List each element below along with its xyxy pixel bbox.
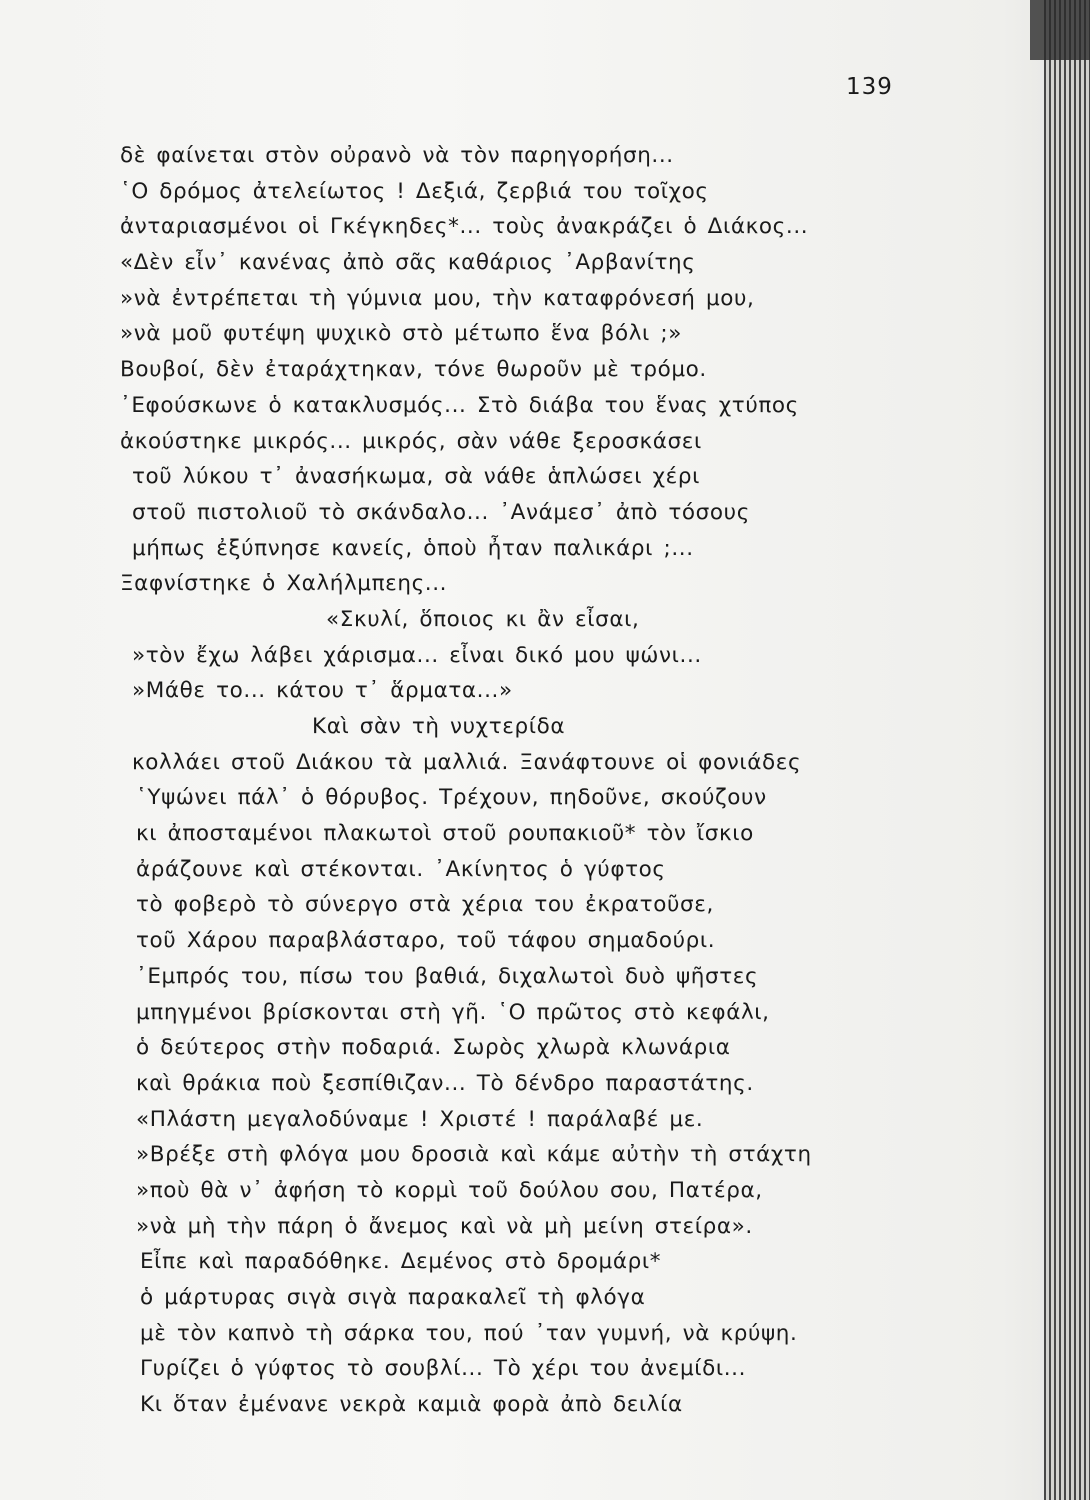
text-line: Καὶ σὰν τὴ νυχτερίδα: [312, 714, 566, 739]
page-number: 139: [846, 74, 893, 100]
text-line: μήπως ἐξύπνησε κανείς, ὁποὺ ἦταν παλικάρι ;...: [132, 535, 694, 561]
text-line: ὁ μάρτυρας σιγὰ σιγὰ παρακαλεῖ τὴ φλόγα: [140, 1285, 646, 1310]
text-line: »Μάθε το... κάτου τ᾽ ἅρματα...»: [132, 678, 513, 704]
text-line: στοῦ πιστολιοῦ τὸ σκάνδαλο... ᾽Ανάμεσ᾽ ἀπὸ τόσους: [132, 499, 750, 525]
text-line: μὲ τὸν καπνὸ τὴ σάρκα του, πού ᾽ταν γυμνή, νὰ κρύψη.: [140, 1320, 798, 1346]
text-line: »νὰ μὴ τὴν πάρη ὁ ἄνεμος καὶ νὰ μὴ μείνη στείρα».: [136, 1213, 753, 1239]
text-line: «Δὲν εἶν᾽ κανένας ἀπὸ σᾶς καθάριος ᾽Αρβανίτης: [120, 250, 696, 276]
text-line: »νὰ ἐντρέπεται τὴ γύμνια μου, τὴν καταφρόνεσή μου,: [120, 285, 755, 311]
text-line: »τὸν ἔχω λάβει χάρισμα... εἶναι δικό μου ψώνι...: [132, 642, 702, 668]
text-line: τοῦ λύκου τ᾽ ἀνασήκωμα, σὰ νάθε ἁπλώσει χέρι: [132, 464, 700, 490]
text-line: ἀράζουνε καὶ στέκονται. ᾽Ακίνητος ὁ γύφτος: [136, 856, 666, 882]
text-line: τοῦ Χάρου παραβλάσταρο, τοῦ τάφου σημαδούρι.: [136, 928, 716, 954]
text-line: ᾽Εμπρός του, πίσω του βαθιά, διχαλωτοὶ δυὸ ψῆστες: [136, 963, 759, 989]
text-line: ἀνταριασμένοι οἱ Γκέγκηδες*... τοὺς ἀνακράζει ὁ Διάκος...: [120, 214, 809, 240]
text-line: «Σκυλί, ὅποιος κι ἂν εἶσαι,: [326, 606, 640, 632]
text-line: Βουβοί, δὲν ἐταράχτηκαν, τόνε θωροῦν μὲ τρόμο.: [120, 357, 707, 383]
page-edge-stack: [1044, 0, 1090, 1500]
text-line: ῾Ο δρόμος ἀτελείωτος ! Δεξιά, ζερβιά του τοῖχος: [120, 178, 709, 204]
text-line: Ξαφνίστηκε ὁ Χαλήλμπεης...: [120, 571, 448, 597]
text-line: ῾Υψώνει πάλ᾽ ὁ θόρυβος. Τρέχουν, πηδοῦνε, σκούζουν: [136, 785, 767, 811]
text-line: καὶ θράκια ποὺ ξεσπίθιζαν... Τὸ δένδρο παραστάτης.: [136, 1070, 754, 1096]
text-line: »νὰ μοῦ φυτέψη ψυχικὸ στὸ μέτωπο ἕνα βόλι ;»: [120, 321, 682, 347]
text-line: Κι ὅταν ἐμένανε νεκρὰ καμιὰ φορὰ ἀπὸ δειλία: [140, 1392, 683, 1418]
text-line: Εἶπε καὶ παραδόθηκε. Δεμένος στὸ δρομάρι*: [140, 1249, 662, 1275]
text-line: Γυρίζει ὁ γύφτος τὸ σουβλί... Τὸ χέρι του ἀνεμίδι...: [140, 1356, 747, 1382]
text-line: κολλάει στοῦ Διάκου τὰ μαλλιά. Ξανάφτουνε οἱ φονιάδες: [132, 749, 802, 775]
text-line: »ποὺ θὰ ν᾽ ἀφήση τὸ κορμὶ τοῦ δούλου σου, Πατέρα,: [136, 1177, 763, 1203]
text-line: δὲ φαίνεται στὸν οὐρανὸ νὰ τὸν παρηγορήση...: [120, 143, 674, 168]
text-line: τὸ φοβερὸ τὸ σύνεργο στὰ χέρια του ἐκρατοῦσε,: [136, 892, 714, 918]
text-line: »Βρέξε στὴ φλόγα μου δροσιὰ καὶ κάμε αὐτὴν τὴ στάχτη: [136, 1142, 812, 1168]
text-line: «Πλάστη μεγαλοδύναμε ! Χριστέ ! παράλαβέ με.: [136, 1106, 704, 1132]
text-line: ὁ δεύτερος στὴν ποδαριά. Σωρὸς χλωρὰ κλωνάρια: [136, 1035, 731, 1061]
text-line: ἀκούστηκε μικρός... μικρός, σὰν νάθε ξεροσκάσει: [120, 428, 702, 454]
poem-text: [120, 138, 920, 1423]
page-edge-shadow: [1030, 0, 1090, 60]
text-line: κι ἀποσταμένοι πλακωτοὶ στοῦ ρουπακιοῦ* τὸν ἴσκιο: [136, 821, 754, 847]
text-line: ᾽Εφούσκωνε ὁ κατακλυσμός... Στὸ διάβα του ἕνας χτύπος: [120, 392, 799, 418]
text-line: μπηγμένοι βρίσκονται στὴ γῆ. ῾Ο πρῶτος στὸ κεφάλι,: [136, 999, 770, 1025]
